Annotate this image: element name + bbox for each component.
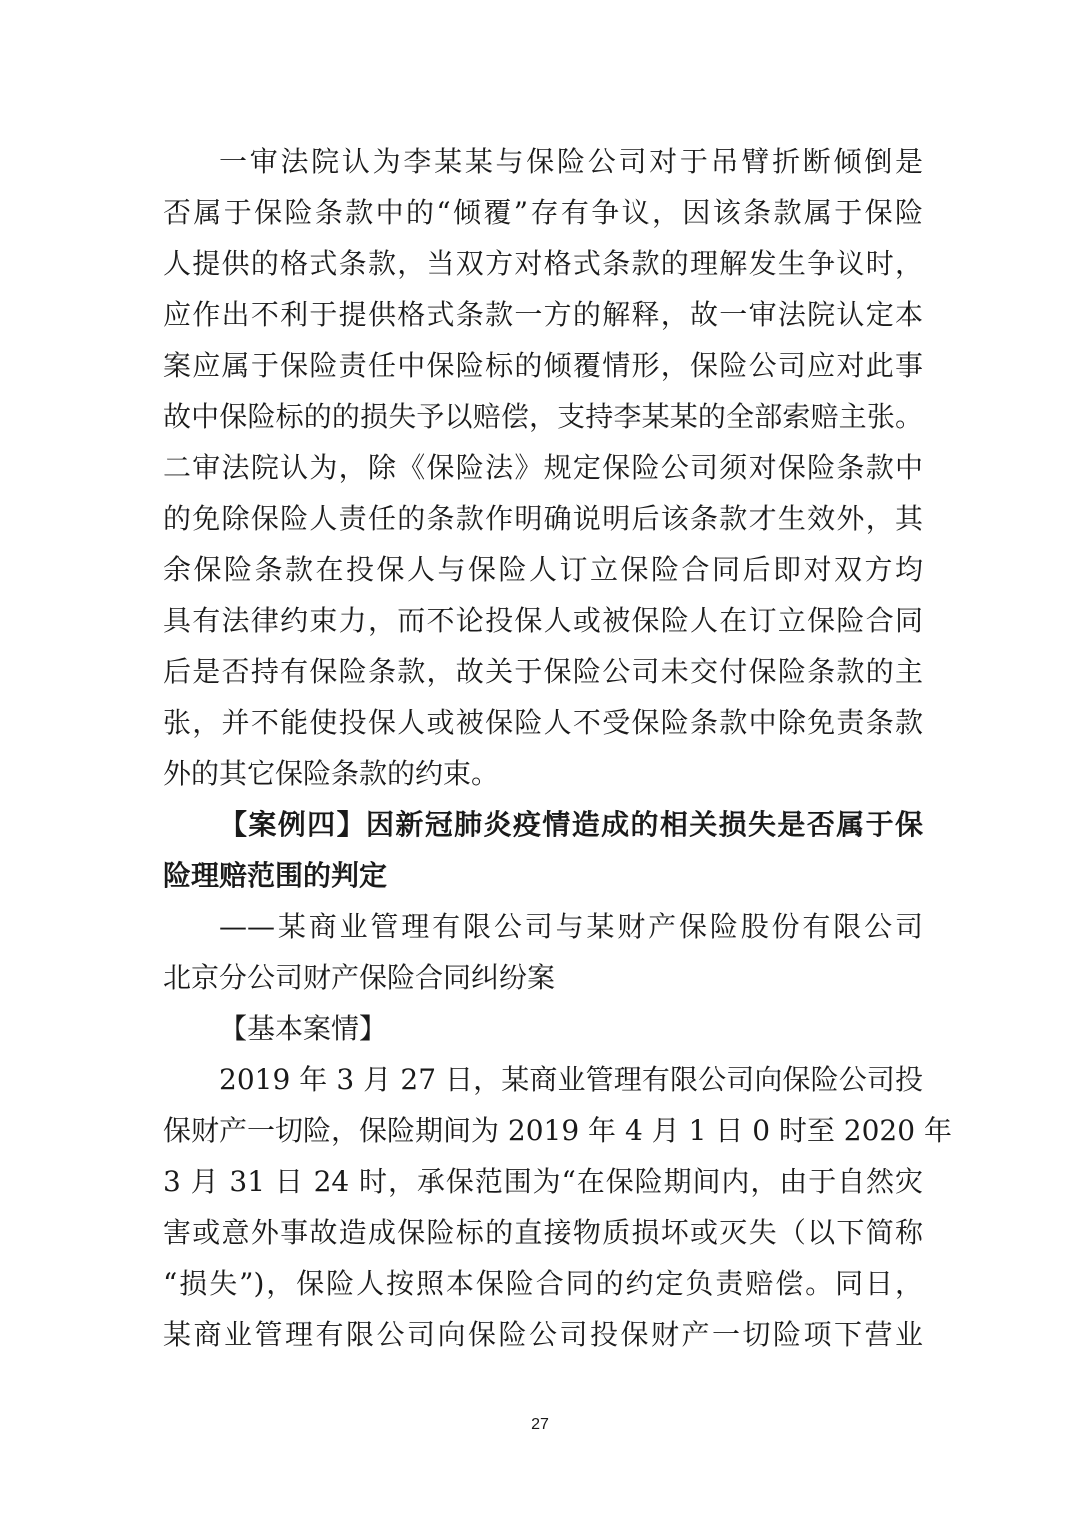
paragraph-line: 张，并不能使投保人或被保险人不受保险条款中除免责条款	[163, 706, 923, 739]
paragraph-line: 否属于保险条款中的“倾覆”存有争议，因该条款属于保险	[163, 196, 923, 229]
paragraph-line: 应作出不利于提供格式条款一方的解释，故一审法院认定本	[163, 298, 923, 331]
paragraph-line: 后是否持有保险条款，故关于保险公司未交付保险条款的主	[163, 655, 923, 688]
paragraph-line: 余保险条款在投保人与保险人订立保险合同后即对双方均	[163, 553, 923, 586]
paragraph-line: 二审法院认为，除《保险法》规定保险公司须对保险条款中	[163, 451, 923, 484]
page-number: 27	[531, 1416, 549, 1433]
paragraph-line: 【基本案情】	[219, 1012, 388, 1045]
heading-line: 险理赔范围的判定	[163, 859, 388, 892]
body-text	[163, 136, 952, 1360]
paragraph-line: 2019 年 3 月 27 日，某商业管理有限公司向保险公司投	[219, 1063, 923, 1096]
paragraph-line: ——某商业管理有限公司与某财产保险股份有限公司	[219, 910, 923, 943]
paragraph-line: 3 月 31 日 24 时，承保范围为“在保险期间内，由于自然灾	[163, 1165, 923, 1198]
heading-line: 【案例四】因新冠肺炎疫情造成的相关损失是否属于保	[219, 808, 923, 841]
paragraph-line: 的免除保险人责任的条款作明确说明后该条款才生效外，其	[163, 502, 923, 535]
paragraph-line: 外的其它保险条款的约束。	[163, 757, 500, 790]
paragraph-line: “损失”)，保险人按照本保险合同的约定负责赔偿。同日，	[163, 1267, 923, 1300]
paragraph-line: 案应属于保险责任中保险标的倾覆情形，保险公司应对此事	[163, 349, 923, 382]
paragraph-line: 一审法院认为李某某与保险公司对于吊臂折断倾倒是	[219, 145, 923, 178]
paragraph-line: 保财产一切险，保险期间为 2019 年 4 月 1 日 0 时至 2020 年	[163, 1114, 952, 1147]
paragraph-line: 北京分公司财产保险合同纠纷案	[163, 961, 556, 994]
paragraph-line: 故中保险标的的损失予以赔偿，支持李某某的全部索赔主张。	[163, 400, 923, 433]
paragraph-line: 具有法律约束力，而不论投保人或被保险人在订立保险合同	[163, 604, 923, 637]
paragraph-line: 某商业管理有限公司向保险公司投保财产一切险项下营业	[163, 1318, 923, 1351]
paragraph-line: 害或意外事故造成保险标的直接物质损坏或灭失（以下简称	[163, 1216, 923, 1249]
paragraph-line: 人提供的格式条款，当双方对格式条款的理解发生争议时，	[163, 247, 923, 280]
